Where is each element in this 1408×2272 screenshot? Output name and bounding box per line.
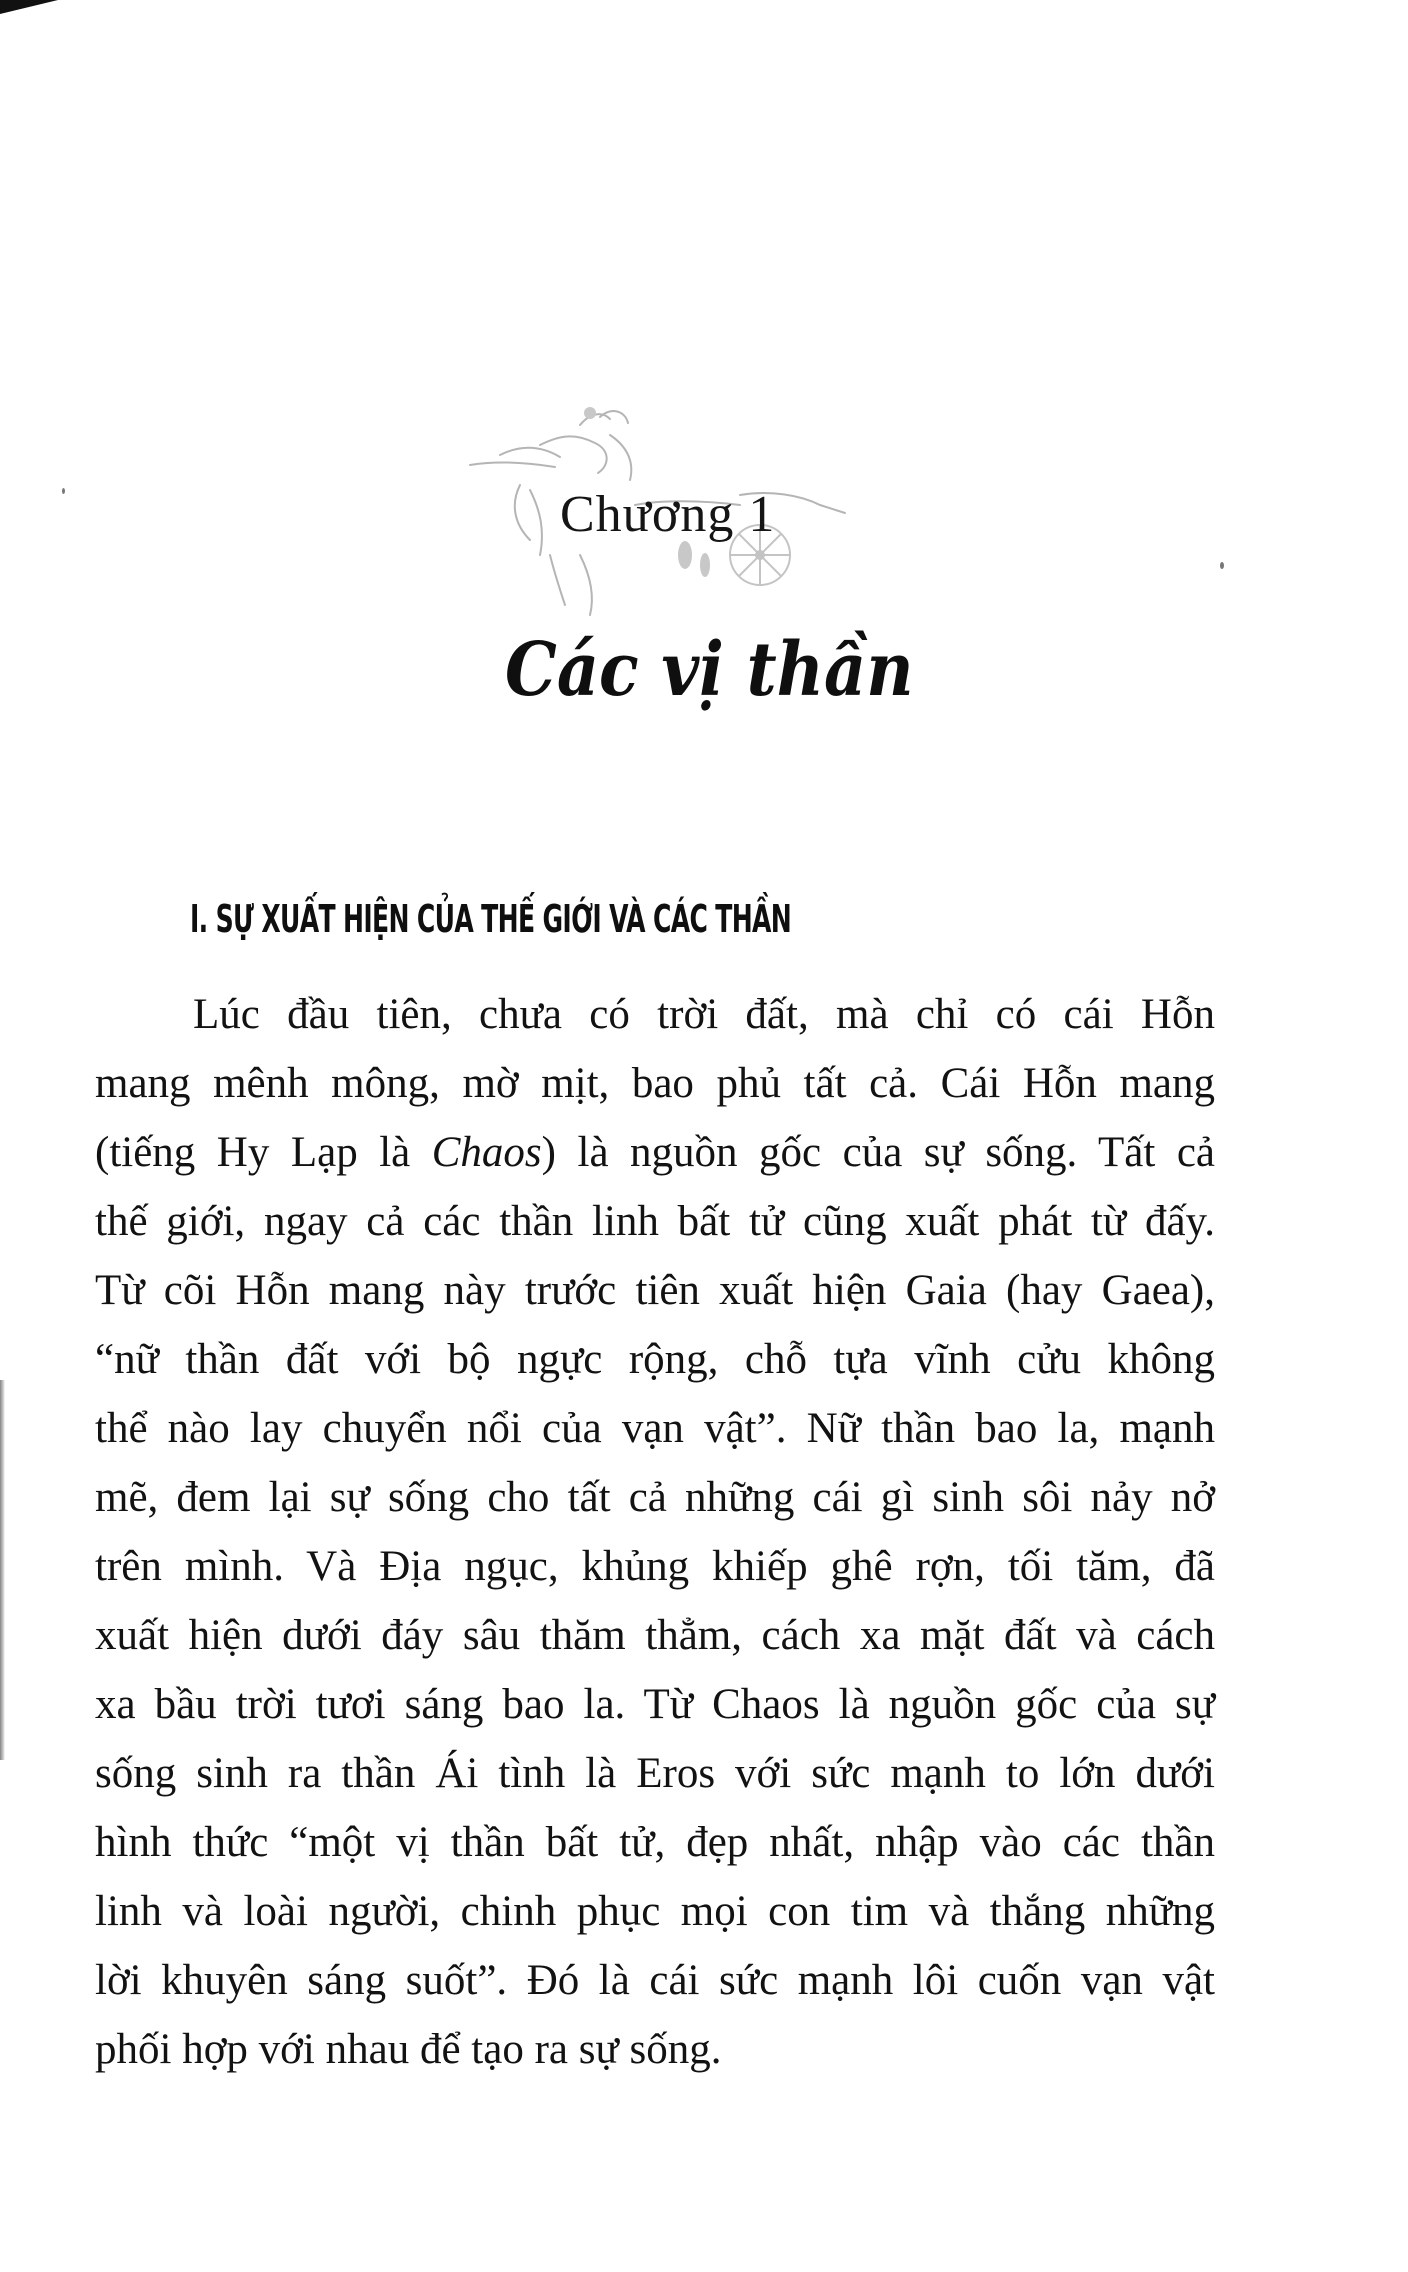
- chapter-title: Các vị thần: [505, 627, 914, 713]
- text-line: “nữ thần đất với bộ ngực rộng, chỗ tựa vĩnh cửu không: [95, 1336, 1215, 1383]
- italic-term: Chaos: [431, 1129, 542, 1176]
- page-edge-shadow: [0, 1380, 5, 1760]
- scan-speck: [1220, 562, 1224, 569]
- text-line: Lúc đầu tiên, chưa có trời đất, mà chỉ có cái Hỗn: [193, 991, 1215, 1038]
- text-line: hình thức “một vị thần bất tử, đẹp nhất, nhập vào các thần: [95, 1819, 1215, 1866]
- text-line: trên mình. Và Địa ngục, khủng khiếp ghê rợn, tối tăm, đã: [95, 1543, 1215, 1590]
- text-line: thế giới, ngay cả các thần linh bất tử cũng xuất phát từ đấy.: [95, 1198, 1215, 1245]
- text-line: mang mênh mông, mờ mịt, bao phủ tất cả. Cái Hỗn mang: [95, 1060, 1215, 1107]
- text-line: mẽ, đem lại sự sống cho tất cả những cái gì sinh sôi nảy nở: [95, 1474, 1215, 1521]
- text-line: sống sinh ra thần Ái tình là Eros với sức mạnh to lớn dưới: [95, 1750, 1215, 1797]
- text-line: Từ cõi Hỗn mang này trước tiên xuất hiện Gaia (hay Gaea),: [95, 1267, 1215, 1314]
- text-line: lời khuyên sáng suốt”. Đó là cái sức mạnh lôi cuốn vạn vật: [95, 1957, 1215, 2004]
- corner-mark: [0, 0, 60, 20]
- section-heading: I. SỰ XUẤT HIỆN CỦA THẾ GIỚI VÀ CÁC THẦN: [190, 897, 792, 941]
- text-line: xa bầu trời tươi sáng bao la. Từ Chaos là nguồn gốc của sự: [95, 1681, 1215, 1728]
- scan-speck: [62, 488, 65, 494]
- text-line: xuất hiện dưới đáy sâu thăm thẳm, cách xa mặt đất và cách: [95, 1612, 1215, 1659]
- text-line: [95, 1118, 1215, 1187]
- text-line: linh và loài người, chinh phục mọi con tim và thắng những: [95, 1888, 1215, 1935]
- text-segment: ) là nguồn gốc của sự sống. Tất cả: [541, 1129, 1215, 1176]
- chapter-label: Chương 1: [560, 486, 776, 543]
- text-line: phối hợp với nhau để tạo ra sự sống.: [95, 2026, 722, 2073]
- text-line: thể nào lay chuyển nổi của vạn vật”. Nữ thần bao la, mạnh: [95, 1405, 1215, 1452]
- body-paragraph: [95, 980, 1215, 2084]
- text-segment: (tiếng Hy Lạp là: [95, 1129, 432, 1176]
